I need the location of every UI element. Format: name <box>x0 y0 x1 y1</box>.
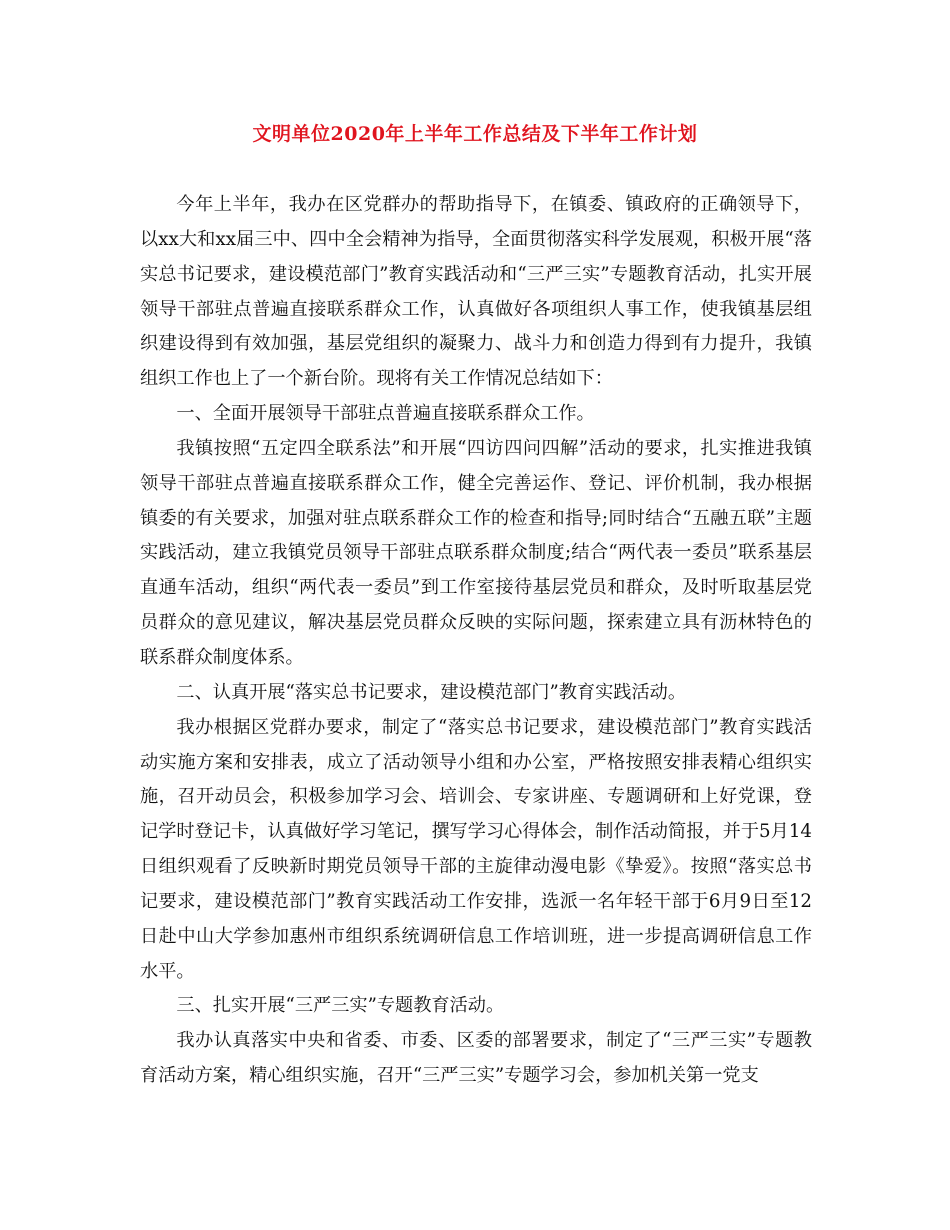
section-heading-3: 三、扎实开展“三严三实”专题教育活动。 <box>176 995 505 1017</box>
document-body <box>140 188 812 1094</box>
paragraph-section-1: 我镇按照“五定四全联系法”和开展“四访四问四解”活动的要求，扎实推进我镇领导干部驻点普遍直接联系群众工作，健全完善运作、登记、评价机制，我办根据镇委的有关要求，加强对驻点联系群众工作的检查和指导;同时结合“五融五联”主题实践活动，建立我镇党员领导干部驻点联系群众制度;结合“两代表一委员”联系基层直通车活动，组织“两代表一委员”到工作室接待基层党员和群众，及时听取基层党员群众的意见建议，解决基层党员群众反映的实际问题，探索建立具有沥林特色的联系群众制度体系。 <box>140 437 812 668</box>
section-heading-2: 二、认真开展“落实总书记要求，建设模范部门”教育实践活动。 <box>176 681 687 703</box>
document-title: 文明单位2020年上半年工作总结及下半年工作计划 <box>252 123 698 145</box>
section-heading-1: 一、全面开展领导干部驻点普遍直接联系群众工作。 <box>176 403 595 425</box>
paragraph-section-2: 我办根据区党群办要求，制定了“落实总书记要求，建设模范部门”教育实践活动实施方案和安排表，成立了活动领导小组和办公室，严格按照安排表精心组织实施，召开动员会，积极参加学习会、培训会、专家讲座、专题调研和上好党课，登记学时登记卡，认真做好学习笔记，撰写学习心得体会，制作活动简报，并于5月14日组织观看了反映新时期党员领导干部的主旋律动漫电影《挚爱》。按照“落实总书记要求，建设模范部门”教育实践活动工作安排，选派一名年轻干部于6月9日至12日赴中山大学参加惠州市组织系统调研信息工作培训班，进一步提高调研信息工作水平。 <box>140 716 812 982</box>
paragraph-intro: 今年上半年，我办在区党群办的帮助指导下，在镇委、镇政府的正确领导下，以xx大和xx届三中、四中全会精神为指导，全面贯彻落实科学发展观，积极开展“落实总书记要求，建设模范部门”教育实践活动和“三严三实”专题教育活动，扎实开展领导干部驻点普遍直接联系群众工作，认真做好各项组织人事工作，使我镇基层组织建设得到有效加强，基层党组织的凝聚力、战斗力和创造力得到有力提升，我镇组织工作也上了一个新台阶。现将有关工作情况总结如下： <box>140 194 812 390</box>
paragraph-section-3: 我办认真落实中央和省委、市委、区委的部署要求，制定了“三严三实”专题教育活动方案，精心组织实施，召开“三严三实”专题学习会，参加机关第一党支 <box>140 1030 812 1087</box>
